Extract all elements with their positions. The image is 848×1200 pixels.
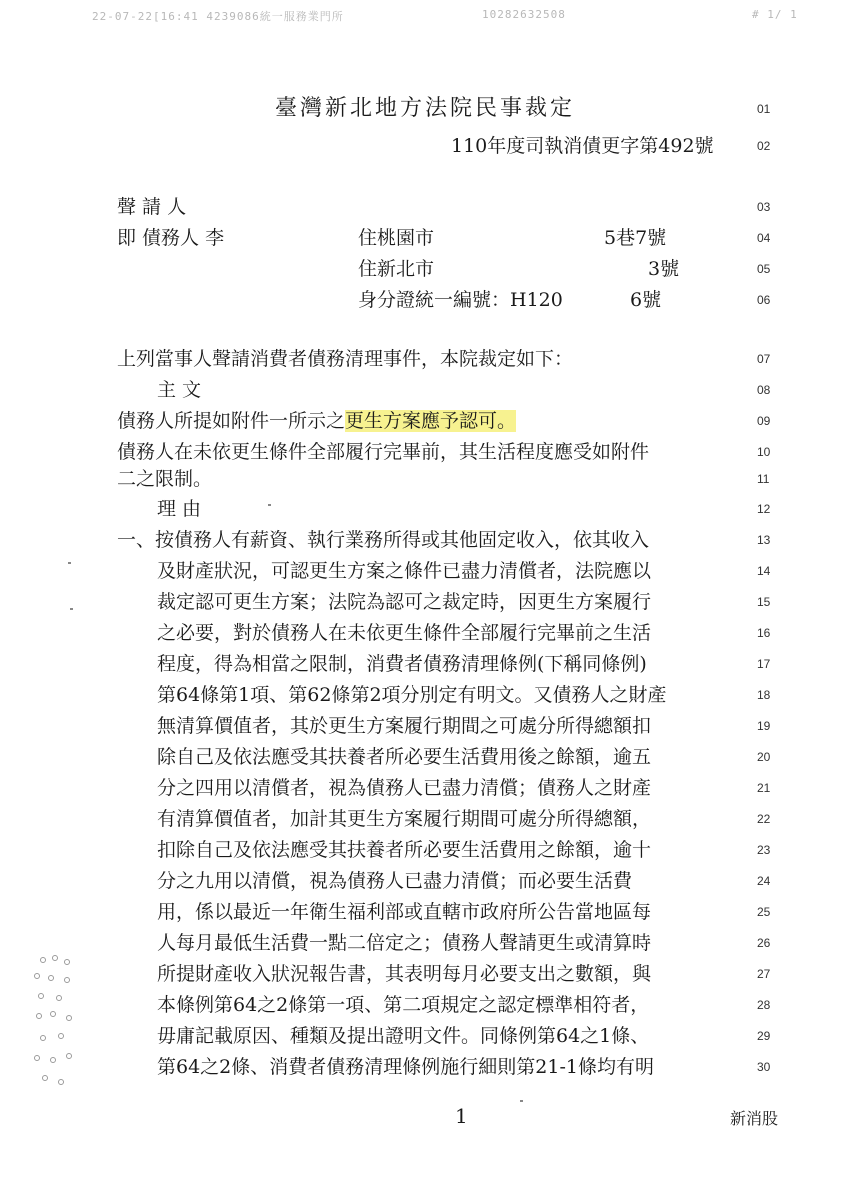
scan-speck (268, 504, 271, 506)
line-number: 27 (757, 967, 771, 981)
party-label: 聲 請 人 (117, 196, 187, 218)
line-number: 20 (757, 750, 771, 764)
line-17 (0, 652, 848, 685)
line-14 (0, 559, 848, 592)
debtor-name: 即 債務人 李 (117, 227, 225, 249)
line-08 (0, 378, 848, 411)
line-text: 程度，得為相當之限制，消費者債務清理條例(下稱同條例) (157, 653, 647, 675)
line-number: 29 (757, 1029, 771, 1043)
line-number: 06 (757, 293, 771, 307)
line-04 (0, 226, 848, 259)
line-text: 所提財產收入狀況報告書，其表明每月必要支出之數額，與 (157, 963, 652, 985)
address-2-prefix: 住新北市 (358, 258, 435, 280)
line-16 (0, 621, 848, 654)
redaction-mask (453, 232, 603, 254)
line-text: 第64之2條、消費者債務清理條例施行細則第21-1條均有明 (157, 1056, 654, 1078)
scan-speck (68, 562, 71, 564)
line-number: 23 (757, 843, 771, 857)
section-heading-main: 主 文 (157, 379, 202, 401)
line-text: 人每月最低生活費一點二倍定之；債務人聲請更生或清算時 (157, 932, 652, 954)
line-15 (0, 590, 848, 623)
line-number: 15 (757, 595, 771, 609)
line-text: 分之九用以清償，視為債務人已盡力清償；而必要生活費 (157, 870, 633, 892)
line-21 (0, 776, 848, 809)
line-12 (0, 497, 848, 530)
line-19 (0, 714, 848, 747)
line-24 (0, 869, 848, 902)
scan-speck (520, 1100, 523, 1102)
line-number: 02 (757, 139, 771, 153)
line-06 (0, 288, 848, 321)
line-text: 有清算價值者，加計其更生方案履行期間可處分所得總額， (157, 808, 652, 830)
line-number: 07 (757, 352, 771, 366)
scan-speck (70, 608, 73, 610)
line-text: 之必要，對於債務人在未依更生條件全部履行完畢前之生活 (157, 622, 652, 644)
line-text: 本條例第64之2條第一項、第二項規定之認定標準相符者， (157, 994, 650, 1016)
line-01 (0, 97, 848, 130)
line-text: 上列當事人聲請消費者債務清理事件，本院裁定如下： (117, 348, 574, 370)
line-number: 13 (757, 533, 771, 547)
line-02 (0, 134, 848, 167)
fax-header-page: # 1/ 1 (752, 8, 798, 21)
section-heading-reason: 理 由 (157, 498, 202, 520)
line-number: 04 (757, 231, 771, 245)
line-number: 01 (757, 102, 771, 116)
line-09 (0, 409, 848, 442)
redaction-mask (453, 263, 643, 285)
line-number: 11 (757, 472, 770, 486)
line-number: 05 (757, 262, 771, 276)
line-text: 債務人所提如附件一所示之更生方案應予認可。 (117, 410, 517, 432)
line-number: 21 (757, 781, 771, 795)
id-number-prefix: 身分證統一編號：H120 (358, 289, 563, 311)
line-20 (0, 745, 848, 778)
line-number: 16 (757, 626, 771, 640)
line-07 (0, 347, 848, 380)
binding-holes (30, 955, 80, 1095)
line-text: 債務人在未依更生條件全部履行完畢前，其生活程度應受如附件 (117, 441, 650, 463)
line-05 (0, 257, 848, 290)
division-tag: 新消股 (730, 1109, 779, 1128)
line-number: 09 (757, 414, 771, 428)
line-number: 03 (757, 200, 771, 214)
line-number: 17 (757, 657, 771, 671)
line-26 (0, 931, 848, 964)
fax-header-middle: 10282632508 (482, 8, 566, 21)
line-13 (0, 528, 848, 561)
line-number: 30 (757, 1060, 771, 1074)
line-03 (0, 195, 848, 228)
page-number: 1 (455, 1104, 468, 1128)
fax-header-left: 22-07-22[16:41 4239086統一服務業門所 (92, 10, 344, 23)
line-text: 無清算價值者，其於更生方案履行期間之可處分所得總額扣 (157, 715, 652, 737)
line-text: 第64條第1項、第62條第2項分別定有明文。又債務人之財產 (157, 684, 667, 706)
line-number: 26 (757, 936, 771, 950)
id-number-suffix: 6號 (630, 289, 662, 311)
line-text: 二之限制。 (117, 468, 213, 490)
line-number: 10 (757, 445, 771, 459)
document-title: 臺灣新北地方法院民事裁定 (275, 96, 576, 121)
line-text: 一、按債務人有薪資、執行業務所得或其他固定收入，依其收入 (117, 529, 650, 551)
line-text: 分之四用以清償者，視為債務人已盡力清償；債務人之財產 (157, 777, 652, 799)
line-text: 扣除自己及依法應受其扶養者所必要生活費用之餘額，逾十 (157, 839, 652, 861)
address-1-prefix: 住桃園市 (358, 227, 435, 249)
line-28 (0, 993, 848, 1026)
address-2-suffix: 3號 (648, 258, 680, 280)
line-27 (0, 962, 848, 995)
line-number: 14 (757, 564, 771, 578)
line-number: 19 (757, 719, 771, 733)
line-text: 除自己及依法應受其扶養者所必要生活費用後之餘額，逾五 (157, 746, 652, 768)
highlighted-text: 更生方案應予認可。 (345, 410, 517, 432)
line-number: 18 (757, 688, 771, 702)
case-number: 110年度司執消債更字第492號 (451, 135, 714, 157)
line-23 (0, 838, 848, 871)
line-text: 毋庸記載原因、種類及提出證明文件。同條例第64之1條、 (157, 1025, 650, 1047)
line-25 (0, 900, 848, 933)
line-text: 裁定認可更生方案；法院為認可之裁定時，因更生方案履行 (157, 591, 652, 613)
line-number: 24 (757, 874, 771, 888)
line-29 (0, 1024, 848, 1057)
line-number: 22 (757, 812, 771, 826)
line-number: 28 (757, 998, 771, 1012)
line-text: 及財產狀況，可認更生方案之條件已盡力清償者，法院應以 (157, 560, 652, 582)
line-18 (0, 683, 848, 716)
line-number: 12 (757, 502, 771, 516)
line-22 (0, 807, 848, 840)
line-number: 25 (757, 905, 771, 919)
line-30 (0, 1055, 848, 1088)
line-text: 用，係以最近一年衛生福利部或直轄市政府所公告當地區每 (157, 901, 652, 923)
address-1-suffix: 5巷7號 (604, 227, 667, 249)
line-number: 08 (757, 383, 771, 397)
line-11 (0, 467, 848, 500)
